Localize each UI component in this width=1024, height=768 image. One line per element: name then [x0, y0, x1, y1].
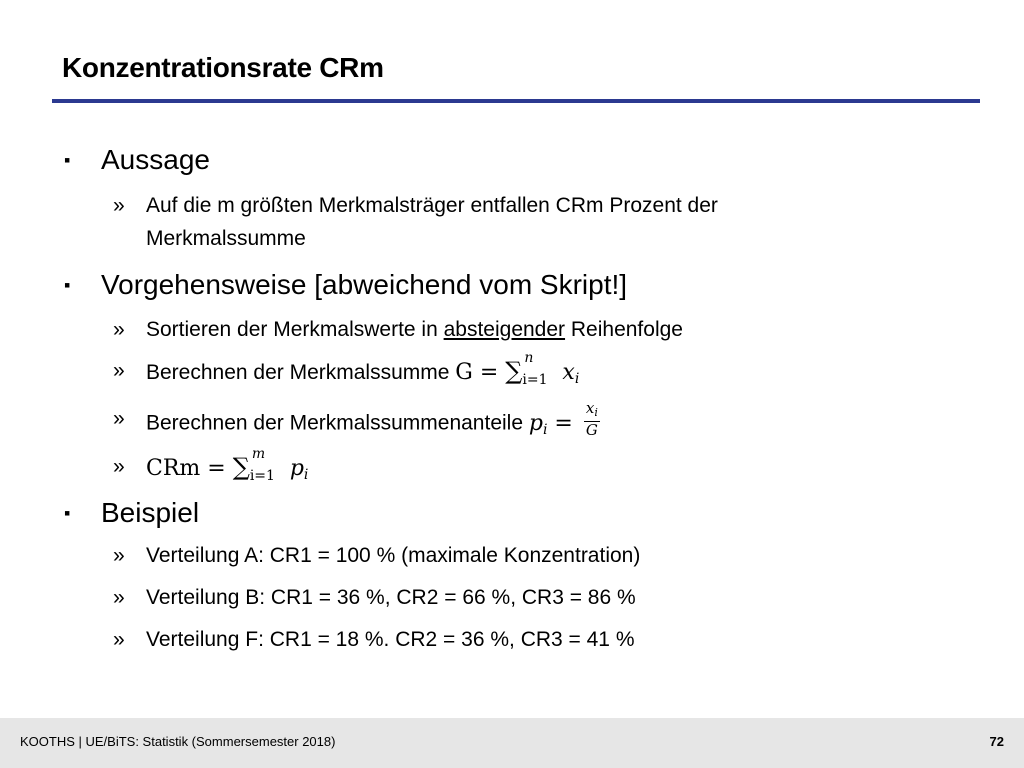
item-text: Verteilung F: CR1 = 18 %. CR2 = 36 %, CR3 = 41 % — [146, 628, 635, 651]
chevron-bullet-icon: » — [113, 194, 125, 217]
chevron-bullet-icon: » — [113, 359, 125, 382]
item-text-line1: Auf die m größten Merkmalsträger entfallen CRm Prozent der — [146, 194, 718, 217]
item-text — [146, 446, 309, 490]
item-text: Verteilung A: CR1 = 100 % (maximale Konzentration) — [146, 544, 641, 567]
formula-lhs: G — [455, 360, 473, 385]
sum-upper-limit: n — [524, 350, 534, 366]
slide-title: Konzentrationsrate CRm — [62, 52, 384, 83]
item-text — [146, 399, 600, 445]
formula-term-subscript: i — [574, 371, 580, 387]
item-text — [146, 350, 580, 394]
text-label: Berechnen der Merkmalssumme — [146, 361, 456, 384]
text-prefix: Sortieren der Merkmalswerte in — [146, 318, 444, 341]
fraction — [584, 400, 600, 439]
sum-lower-limit: i=1 — [522, 372, 548, 388]
square-bullet-icon: ▪ — [64, 275, 71, 295]
formula-term: p — [289, 456, 304, 481]
chevron-bullet-icon: » — [113, 586, 125, 609]
square-bullet-icon: ▪ — [64, 150, 71, 170]
chevron-bullet-icon: » — [113, 455, 125, 478]
formula-lhs: p — [528, 410, 543, 436]
formula-lhs-subscript: i — [542, 421, 548, 438]
formula-term-subscript: i — [303, 467, 309, 483]
sum-limits — [249, 446, 290, 484]
fraction-numerator — [584, 400, 600, 422]
sum-symbol-icon: ∑ — [505, 357, 523, 385]
sum-lower-limit: i=1 — [249, 468, 275, 484]
sum-upper-limit: m — [251, 446, 266, 462]
formula-crm — [146, 446, 309, 484]
formula-equals: = — [547, 410, 580, 436]
chevron-bullet-icon: » — [113, 544, 125, 567]
text-label: Berechnen der Merkmalssummenanteile — [146, 411, 529, 435]
item-text: Verteilung B: CR1 = 36 %, CR2 = 66 %, CR3 = 86 % — [146, 586, 636, 609]
chevron-bullet-icon: » — [113, 407, 125, 430]
heading-text: Aussage — [101, 144, 210, 175]
text-suffix: Reihenfolge — [565, 318, 683, 341]
square-bullet-icon: ▪ — [64, 503, 71, 523]
numerator-subscript: i — [594, 406, 598, 419]
underlined-keyword: absteigender — [443, 318, 566, 341]
fraction-denominator: G — [585, 421, 598, 439]
formula-summenanteile — [528, 399, 600, 439]
sum-symbol-icon: ∑ — [232, 453, 250, 481]
item-text-line2: Merkmalssumme — [146, 227, 306, 250]
item-text — [146, 315, 683, 345]
heading-text: Beispiel — [101, 497, 200, 528]
footer-course-info: KOOTHS | UE/BiTS: Statistik (Sommersemester 2018) — [20, 734, 336, 749]
chevron-bullet-icon: » — [113, 318, 125, 341]
formula-term: x — [562, 360, 575, 385]
formula-equals: = — [200, 456, 233, 481]
sum-limits — [522, 350, 562, 388]
page-number: 72 — [989, 734, 1004, 749]
numerator-var: x — [585, 399, 595, 417]
chevron-bullet-icon: » — [113, 628, 125, 651]
formula-lhs: CRm — [146, 456, 201, 481]
formula-equals: = — [472, 360, 506, 385]
slide-footer — [0, 718, 1024, 768]
heading-text: Vorgehensweise [abweichend vom Skript!] — [101, 269, 628, 300]
formula-merkmalssumme — [455, 350, 580, 388]
